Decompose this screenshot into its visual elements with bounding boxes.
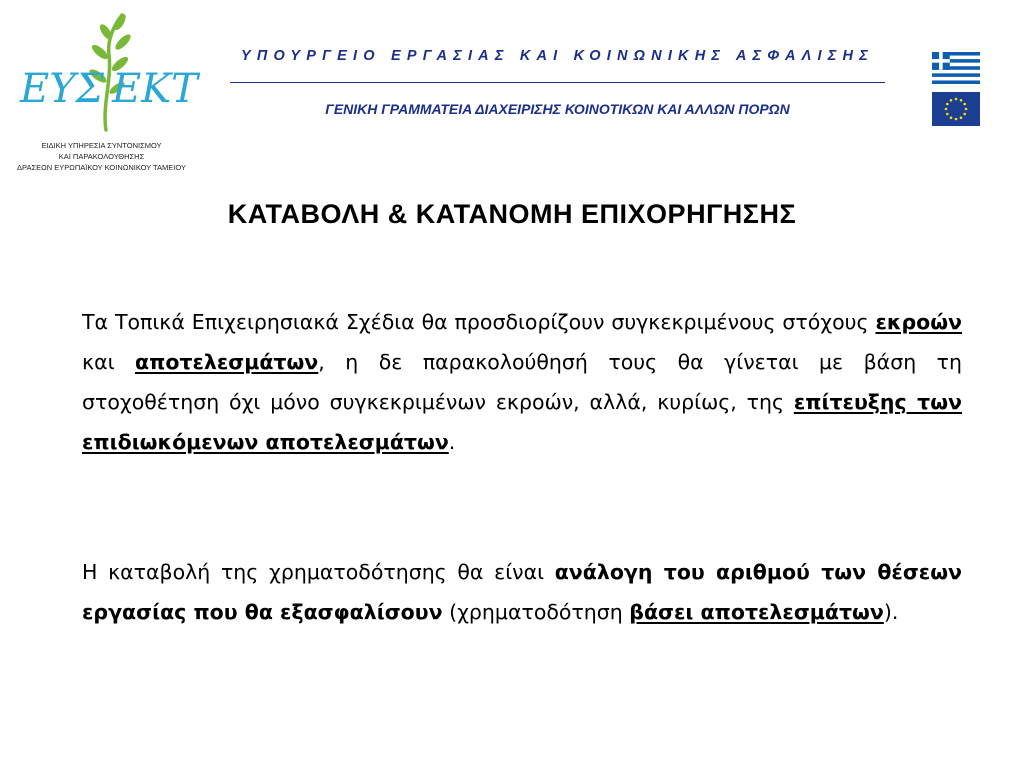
- logo-wordmark-right: ΕΚΤ: [112, 66, 198, 112]
- eysekt-logo: [14, 10, 198, 180]
- paragraph-funding: [82, 552, 962, 632]
- logo-caption: [14, 140, 189, 173]
- text-segment: και: [82, 350, 136, 374]
- text-segment: , η δε παρακολούθησή τους θα γίνεται με βάση τη στοχοθέτηση όχι μόνο συγκεκριμένων εκροών, αλλά, κυρίως, της: [82, 350, 962, 414]
- logo-caption-line: ΔΡΑΣΕΩΝ ΕΥΡΩΠΑΪΚΟΥ ΚΟΙΝΩΝΙΚΟΥ ΤΑΜΕΙΟΥ: [17, 163, 186, 172]
- paragraph-targets: [82, 302, 962, 462]
- eu-flag-icon: [932, 92, 980, 126]
- secretariat-heading: ΓΕΝΙΚΗ ΓΡΑΜΜΑΤΕΙΑ ΔΙΑΧΕΙΡΙΣΗΣ ΚΟΙΝΟΤΙΚΩΝ ΚΑΙ ΑΛΛΩΝ ΠΟΡΩΝ: [325, 101, 790, 117]
- emphasis-results: αποτελεσμάτων: [135, 350, 319, 374]
- emphasis-results-based: βάσει αποτελεσμάτων: [629, 600, 884, 624]
- text-segment: Τα Τοπικά Επιχειρησιακά Σχέδια θα προσδιορίζουν συγκεκριμένους στόχους: [82, 310, 876, 334]
- emphasis-achievement: επίτευξης των επιδιωκόμενων αποτελεσμάτων: [82, 390, 962, 454]
- olive-branch-icon: [14, 10, 198, 140]
- page-title: ΚΑΤΑΒΟΛΗ & ΚΑΤΑΝΟΜΗ ΕΠΙΧΟΡΗΓΗΣΗΣ: [227, 199, 797, 229]
- logo-caption-line: ΕΙΔΙΚΗ ΥΠΗΡΕΣΙΑ ΣΥΝΤΟΝΙΣΜΟΥ: [41, 141, 162, 150]
- text-segment: .: [448, 430, 456, 454]
- logo-caption-line: ΚΑΙ ΠΑΡΑΚΟΛΟΥΘΗΣΗΣ: [58, 152, 145, 161]
- logo-wordmark-left: ΕΥΣ: [20, 66, 104, 112]
- text-segment: (χρηματοδότηση: [442, 600, 630, 624]
- emphasis-outputs: εκροών: [875, 310, 962, 334]
- ministry-heading: ΥΠΟΥΡΓΕΙΟ ΕΡΓΑΣΙΑΣ ΚΑΙ ΚΟΙΝΩΝΙΚΗΣ ΑΣΦΑΛΙΣΗΣ: [241, 48, 874, 64]
- text-segment: Η καταβολή της χρηματοδότησης θα είναι: [82, 560, 555, 584]
- greek-flag-icon: [932, 52, 980, 84]
- header-divider: [230, 82, 885, 83]
- emphasis-proportional: ανάλογη του αριθμού των θέσεων εργασίας που θα εξασφαλίσουν: [82, 560, 962, 624]
- text-segment: ).: [883, 600, 899, 624]
